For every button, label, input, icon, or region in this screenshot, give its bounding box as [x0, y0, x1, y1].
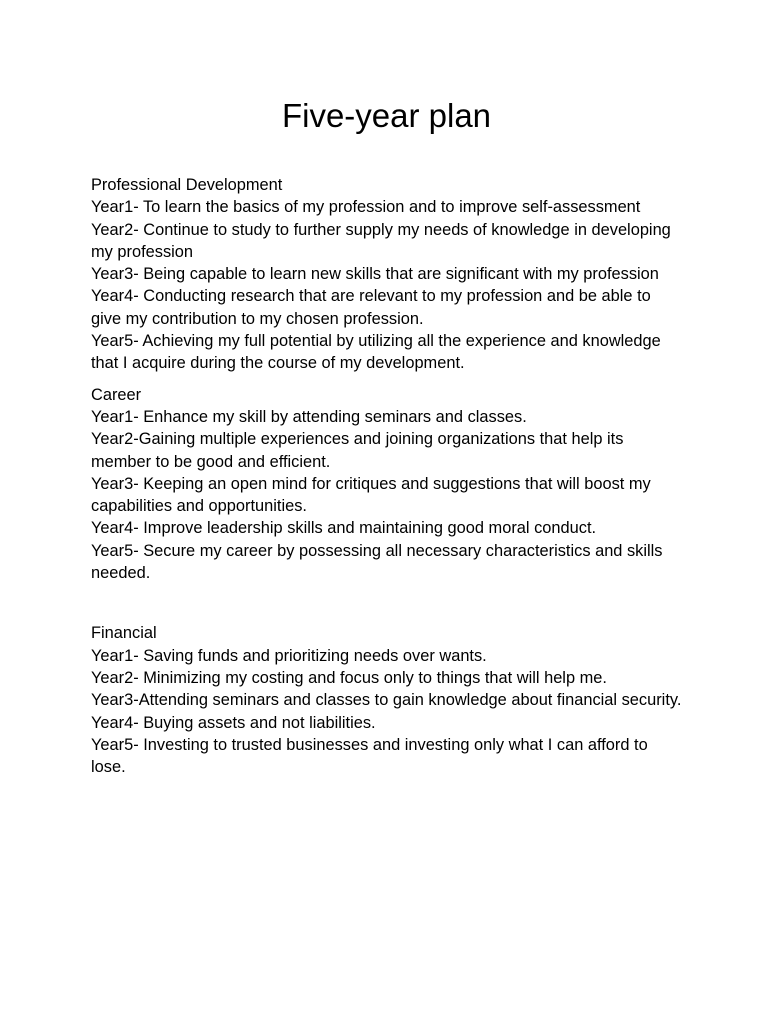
section-career [91, 384, 682, 585]
plan-item-year3: Year3- Keeping an open mind for critiques and suggestions that will boost my capabilities and opportunities. [91, 474, 651, 516]
section-professional-development [91, 174, 682, 375]
plan-item-year1: Year1- Saving funds and prioritizing needs over wants. [91, 646, 487, 665]
plan-item-year4: Year4- Conducting research that are relevant to my profession and be able to give my contribution to my chosen profession. [91, 287, 651, 328]
plan-item-year1: Year1- Enhance my skill by attending seminars and classes. [91, 407, 527, 426]
section-heading: Financial [91, 624, 157, 643]
plan-item-year2: Year2- Minimizing my costing and focus only to things that will help me. [91, 668, 607, 687]
plan-item-year2: Year2-Gaining multiple experiences and joining organizations that help its member to be good and efficient. [91, 430, 624, 471]
plan-item-year5: Year5- Secure my career by possessing all necessary characteristics and skills needed. [91, 541, 663, 583]
plan-item-year5: Year5- Investing to trusted businesses and investing only what I can afford to lose. [91, 735, 648, 777]
plan-item-year2: Year2- Continue to study to further supply my needs of knowledge in developing my profession [91, 220, 671, 261]
page-title: Five-year plan [281, 97, 492, 134]
plan-item-year4: Year4- Buying assets and not liabilities. [91, 713, 376, 732]
plan-item-year4: Year4- Improve leadership skills and maintaining good moral conduct. [91, 519, 597, 538]
plan-item-year3: Year3-Attending seminars and classes to gain knowledge about financial security. [91, 691, 682, 710]
plan-item-year1: Year1- To learn the basics of my profession and to improve self-assessment [91, 198, 641, 217]
plan-item-year3: Year3- Being capable to learn new skills that are significant with my profession [91, 265, 659, 284]
section-financial [91, 622, 682, 778]
plan-item-year5: Year5- Achieving my full potential by utilizing all the experience and knowledge that I acquire during the course of my development. [91, 332, 661, 373]
section-heading: Professional Development [91, 176, 283, 194]
section-heading: Career [91, 385, 142, 404]
